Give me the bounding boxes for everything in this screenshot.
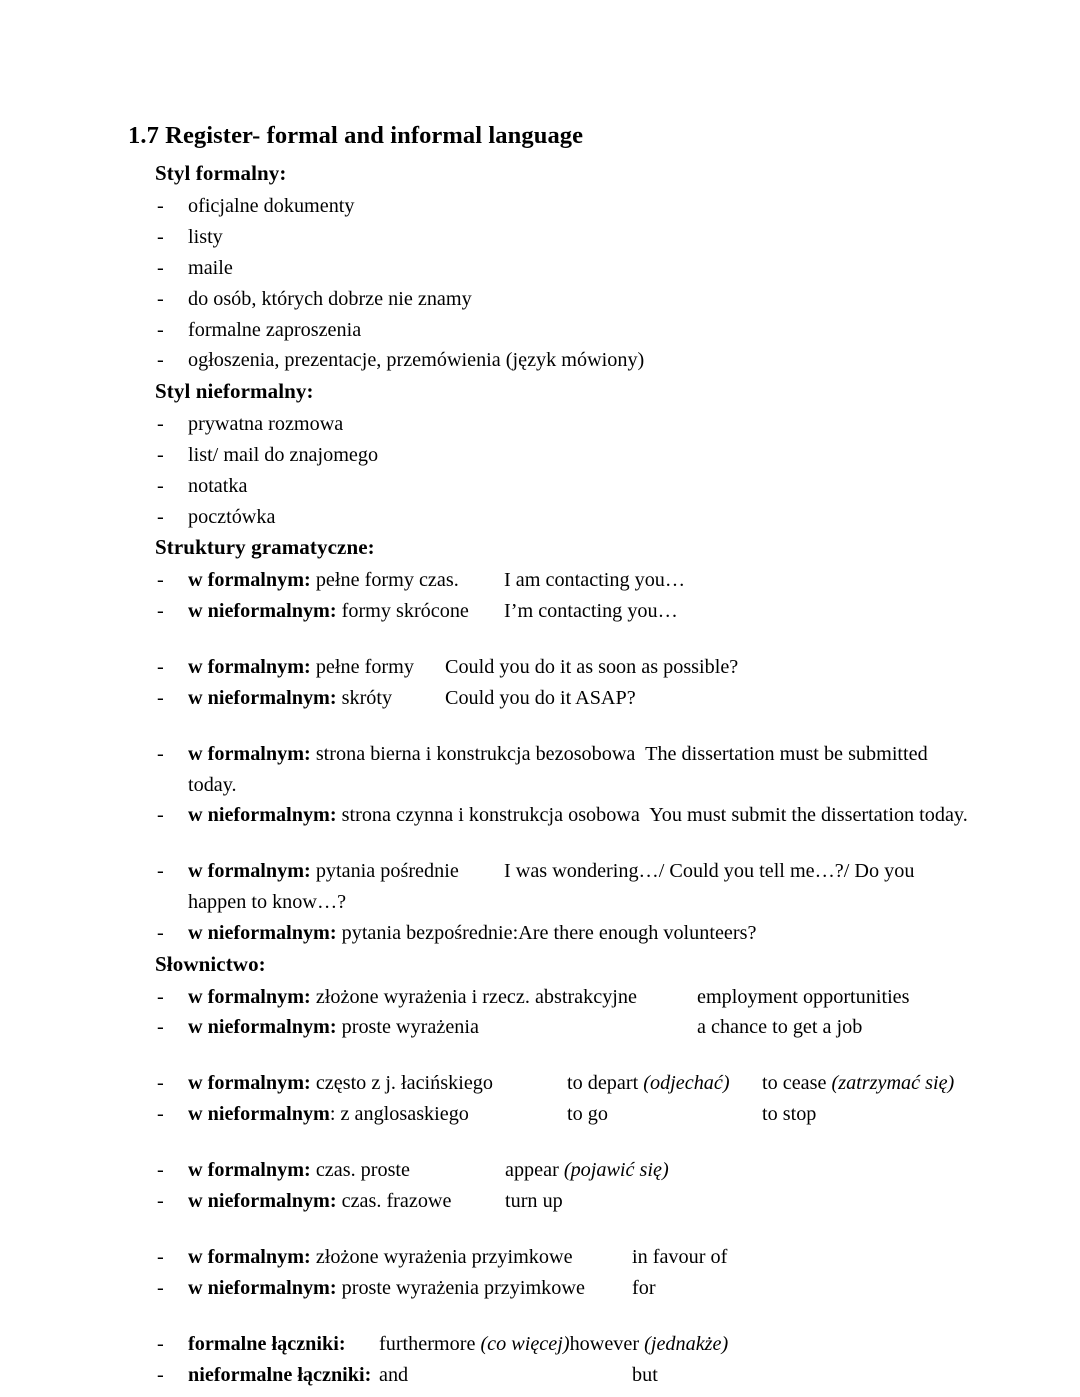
row-desc-text: formy skrócone — [341, 599, 469, 622]
row-label: w formalnym: — [188, 568, 311, 591]
row-example-1 — [379, 1360, 632, 1391]
row-desc-text: strona czynna i konstrukcja osobowa — [341, 804, 640, 827]
vocabulary-group-2 — [128, 1068, 975, 1130]
list-item — [128, 315, 975, 346]
row-example-1: employment opportunities — [697, 985, 910, 1008]
vocabulary-group-3 — [128, 1155, 975, 1217]
row-label-tail: : — [329, 1103, 336, 1126]
vocabulary-group-1 — [128, 982, 975, 1044]
row-label: w formalnym: — [188, 655, 311, 678]
grammar-group-4 — [128, 856, 975, 949]
list-item — [128, 1012, 975, 1043]
list-item — [128, 856, 975, 918]
list-item — [128, 409, 975, 440]
example-term: however — [569, 1332, 640, 1355]
row-description — [188, 1012, 697, 1043]
bullet-dash-icon: - — [157, 1276, 164, 1299]
section-heading-struktury-gramatyczne: Struktury gramatyczne: — [155, 535, 375, 560]
spacer — [128, 714, 975, 739]
bullet-dash-icon: - — [157, 1103, 164, 1126]
example-term: to cease — [762, 1072, 827, 1095]
bullet-dash-icon: - — [157, 985, 164, 1008]
page-title: 1.7 Register- formal and informal language — [128, 122, 584, 149]
list-item — [128, 1360, 975, 1391]
list-item — [128, 284, 975, 315]
row-label: nieformalne łączniki: — [188, 1363, 372, 1386]
list-item-label: ogłoszenia, prezentacje, przemówienia (język mówiony) — [188, 349, 645, 372]
list-item-label: listy — [188, 225, 223, 248]
spacer — [128, 831, 975, 856]
row-example-1: Could you do it ASAP? — [445, 686, 636, 709]
row-description — [188, 1155, 505, 1186]
row-desc-text: pełne formy — [315, 655, 414, 678]
list-item — [128, 502, 975, 533]
list-item — [128, 1068, 975, 1099]
row-description — [188, 982, 697, 1013]
row-desc-text: czas. proste — [315, 1159, 410, 1182]
row-label: w nieformalnym: — [188, 599, 337, 622]
row-example-2 — [762, 1072, 954, 1094]
example-term: to stop — [762, 1103, 817, 1126]
example-term: to depart — [567, 1072, 639, 1095]
bullet-dash-icon: - — [157, 1332, 164, 1355]
bullet-dash-icon: - — [157, 443, 164, 466]
section-heading-styl-nieformalny: Styl nieformalny: — [155, 379, 314, 404]
row-label: w formalnym: — [188, 742, 311, 765]
row-example-2 — [632, 1364, 658, 1386]
grammar-group-2 — [128, 652, 975, 714]
list-item — [128, 1099, 975, 1130]
row-label: w nieformalnym: — [188, 1276, 337, 1299]
list-item — [128, 1155, 975, 1186]
list-item-label: formalne zaproszenia — [188, 318, 362, 341]
row-example-1 — [505, 1190, 563, 1212]
row-description — [188, 1242, 632, 1273]
list-item — [128, 253, 975, 284]
grammar-group-1 — [128, 565, 975, 627]
row-desc-text: pełne formy czas. — [315, 568, 459, 591]
bullet-dash-icon: - — [157, 1190, 164, 1213]
row-example-2 — [570, 1333, 729, 1355]
row-example-2 — [762, 1103, 816, 1125]
row-example-1: I am contacting you… — [504, 568, 686, 591]
bullet-dash-icon: - — [157, 194, 164, 217]
row-desc-text: pytania bezpośrednie:Are there enough volunteers? — [341, 922, 757, 945]
row-desc-text: złożone wyrażenia przyimkowe — [315, 1245, 573, 1268]
bullet-dash-icon: - — [157, 505, 164, 528]
list-item — [128, 1186, 975, 1217]
example-term: appear — [505, 1159, 559, 1182]
vocabulary-group-5 — [128, 1329, 975, 1391]
example-gloss: (odjechać) — [643, 1072, 730, 1095]
bullet-dash-icon: - — [157, 1016, 164, 1039]
example-gloss: (jednakże) — [644, 1332, 729, 1355]
row-label: w nieformalnym: — [188, 804, 337, 827]
row-description — [188, 683, 445, 714]
list-item — [128, 440, 975, 471]
row-label: formalne łączniki: — [188, 1332, 346, 1355]
row-label: w formalnym: — [188, 1245, 311, 1268]
row-example-1: I was wondering…/ Could you tell me…?/ Do you happen to know…? — [188, 860, 915, 914]
row-description — [188, 1360, 379, 1391]
list-item-label: pocztówka — [188, 505, 276, 528]
bullet-dash-icon: - — [157, 655, 164, 678]
row-example-1 — [379, 1329, 570, 1360]
row-desc-text: często z j. łacińskiego — [315, 1072, 493, 1095]
spacer — [128, 1304, 975, 1329]
grammar-group-3 — [128, 739, 975, 832]
list-item — [128, 982, 975, 1013]
row-desc-text: skróty — [341, 686, 393, 709]
list-item-label: maile — [188, 256, 233, 279]
row-example-1 — [567, 1099, 762, 1130]
row-description — [188, 652, 445, 683]
bullet-dash-icon: - — [157, 412, 164, 435]
list-item-label: do osób, których dobrze nie znamy — [188, 287, 472, 310]
row-example-1: The dissertation must be submitted today. — [188, 742, 928, 796]
row-desc-text: złożone wyrażenia i rzecz. abstrakcyjne — [315, 985, 637, 1008]
list-item-label: oficjalne dokumenty — [188, 194, 355, 217]
row-label: w nieformalnym: — [188, 1016, 337, 1039]
list-item — [128, 471, 975, 502]
bullet-dash-icon: - — [157, 318, 164, 341]
list-item — [128, 1329, 975, 1360]
list-item — [128, 191, 975, 222]
row-example-1 — [567, 1068, 762, 1099]
spacer — [128, 627, 975, 652]
row-label: w formalnym: — [188, 1072, 311, 1095]
row-label: w formalnym: — [188, 985, 311, 1008]
bullet-dash-icon: - — [157, 1072, 164, 1095]
row-description — [188, 1329, 379, 1360]
list-item-label: prywatna rozmowa — [188, 412, 344, 435]
bullet-dash-icon: - — [157, 599, 164, 622]
row-example-1: for — [632, 1276, 656, 1299]
bullet-dash-icon: - — [157, 1363, 164, 1386]
row-desc-text: proste wyrażenia przyimkowe — [341, 1276, 585, 1299]
row-label: w nieformalnym: — [188, 922, 337, 945]
bullet-dash-icon: - — [157, 568, 164, 591]
row-example-1: a chance to get a job — [697, 1016, 863, 1039]
row-label: w nieformalnym — [188, 1103, 330, 1126]
bullet-dash-icon: - — [157, 686, 164, 709]
spacer — [128, 1043, 975, 1068]
section-heading-slownictwo: Słownictwo: — [155, 952, 266, 977]
list-item — [128, 345, 975, 376]
list-item — [128, 800, 975, 831]
example-term: furthermore — [379, 1332, 476, 1355]
row-description — [188, 1186, 505, 1217]
row-label: w formalnym: — [188, 860, 311, 883]
bullet-dash-icon: - — [157, 256, 164, 279]
list-item — [128, 918, 975, 949]
bullet-dash-icon: - — [157, 287, 164, 310]
row-desc-text: proste wyrażenia — [341, 1016, 479, 1039]
spacer — [128, 1130, 975, 1155]
row-description — [188, 596, 504, 627]
example-term: turn up — [505, 1190, 563, 1213]
list-item — [128, 222, 975, 253]
bullet-dash-icon: - — [157, 225, 164, 248]
row-desc-text: czas. frazowe — [341, 1190, 452, 1213]
row-example-1 — [505, 1159, 669, 1181]
row-example-1: Could you do it as soon as possible? — [445, 655, 739, 678]
list-item — [128, 596, 975, 627]
section-heading-styl-formalny: Styl formalny: — [155, 161, 287, 186]
list-styl-nieformalny — [128, 409, 975, 533]
list-item-label: list/ mail do znajomego — [188, 443, 379, 466]
example-term: to go — [567, 1103, 608, 1126]
row-example-1: in favour of — [632, 1245, 728, 1268]
row-description — [188, 856, 504, 887]
bullet-dash-icon: - — [157, 1159, 164, 1182]
example-gloss: (pojawić się) — [563, 1159, 669, 1182]
row-description — [188, 1068, 567, 1099]
list-item — [128, 565, 975, 596]
bullet-dash-icon: - — [157, 474, 164, 497]
vocabulary-group-4 — [128, 1242, 975, 1304]
list-item-label: notatka — [188, 474, 248, 497]
example-gloss: (co więcej) — [480, 1332, 570, 1355]
bullet-dash-icon: - — [157, 922, 164, 945]
example-gloss: (zatrzymać się) — [831, 1072, 955, 1095]
bullet-dash-icon: - — [157, 860, 164, 883]
list-item — [128, 683, 975, 714]
example-term: but — [632, 1363, 658, 1386]
row-description — [188, 1099, 567, 1130]
list-styl-formalny — [128, 191, 975, 376]
list-item — [128, 1242, 975, 1273]
row-example-1: You must submit the dissertation today. — [649, 804, 968, 827]
list-item — [128, 1273, 975, 1304]
row-description — [188, 1273, 632, 1304]
bullet-dash-icon: - — [157, 804, 164, 827]
row-label: w nieformalnym: — [188, 686, 337, 709]
row-example-1: I’m contacting you… — [504, 599, 678, 622]
bullet-dash-icon: - — [157, 1245, 164, 1268]
bullet-dash-icon: - — [157, 742, 164, 765]
list-item — [128, 652, 975, 683]
row-desc-text: z anglosaskiego — [340, 1103, 469, 1126]
row-desc-text: strona bierna i konstrukcja bezosobowa — [315, 742, 636, 765]
row-label: w formalnym: — [188, 1159, 311, 1182]
row-label: w nieformalnym: — [188, 1190, 337, 1213]
spacer — [128, 1217, 975, 1242]
row-description — [188, 565, 504, 596]
row-desc-text: pytania pośrednie — [315, 860, 459, 883]
list-item — [128, 739, 975, 801]
example-term: and — [379, 1363, 409, 1386]
bullet-dash-icon: - — [157, 349, 164, 372]
